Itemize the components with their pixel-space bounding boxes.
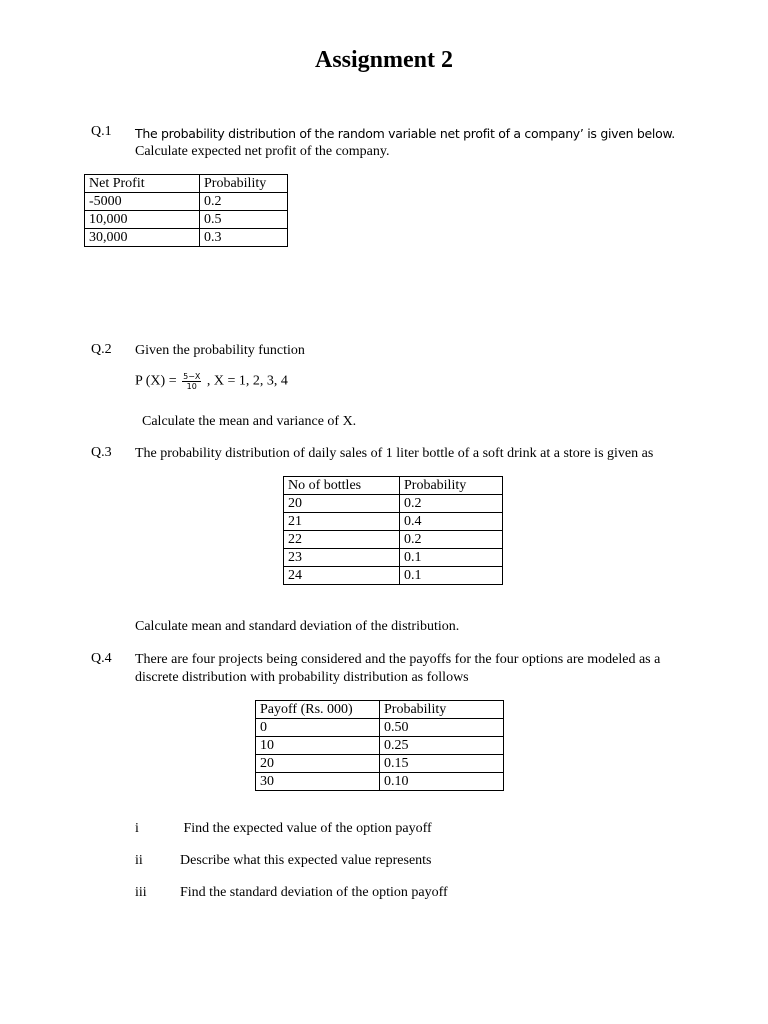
table-cell: 0.4 — [400, 513, 503, 531]
table-cell: 0.2 — [400, 531, 503, 549]
q4-text-line1: There are four projects being considered and the payoffs for the four options are modeled as a — [135, 652, 661, 667]
assignment-title: Assignment 2 — [314, 47, 453, 73]
table-header-cell: Probability — [400, 477, 503, 495]
table-cell: 20 — [256, 755, 380, 773]
q1-number: Q.1 — [91, 124, 112, 139]
table-cell: 0.10 — [380, 773, 504, 791]
q1-text-line2: Calculate expected net profit of the company. — [135, 144, 390, 159]
q4-sub-text: Find the expected value of the option payoff — [180, 821, 432, 836]
table-cell: 0.3 — [200, 229, 288, 247]
q1-table — [84, 174, 288, 247]
q1-text-line1: The probability distribution of the random variable net profit of a company’ is given below. — [135, 126, 675, 141]
formula-lhs: P (X) = — [135, 373, 177, 389]
table-row — [256, 719, 504, 737]
table-row — [284, 549, 503, 567]
formula-denominator: 10 — [186, 382, 197, 391]
table-row — [284, 513, 503, 531]
table-cell: 0.1 — [400, 567, 503, 585]
q4-table — [255, 700, 504, 791]
table-cell: 22 — [284, 531, 400, 549]
table-row — [256, 773, 504, 791]
table-row — [284, 495, 503, 513]
q4-sub-label: ii — [135, 853, 143, 868]
table-cell: 0.5 — [200, 211, 288, 229]
table-cell: 20 — [284, 495, 400, 513]
table-cell: 30 — [256, 773, 380, 791]
table-cell: 0.50 — [380, 719, 504, 737]
table-cell: 10 — [256, 737, 380, 755]
q4-sub-text: Describe what this expected value represents — [180, 853, 432, 868]
q4-text-line2: discrete distribution with probability distribution as follows — [135, 670, 469, 685]
q2-number: Q.2 — [91, 342, 112, 357]
table-cell: 30,000 — [85, 229, 200, 247]
table-header-row — [85, 175, 288, 193]
q4-sub-text: Find the standard deviation of the option payoff — [180, 885, 448, 900]
table-cell: 0.2 — [200, 193, 288, 211]
table-row — [284, 531, 503, 549]
table-header-cell: Net Profit — [85, 175, 200, 193]
q4-sub-label: iii — [135, 885, 147, 900]
q3-text-line2: Calculate mean and standard deviation of the distribution. — [135, 619, 460, 634]
q3-number: Q.3 — [91, 445, 112, 460]
table-row — [85, 193, 288, 211]
table-header-cell: No of bottles — [284, 477, 400, 495]
table-cell: 0.25 — [380, 737, 504, 755]
table-header-cell: Probability — [200, 175, 288, 193]
q4-number: Q.4 — [91, 651, 112, 666]
table-header-row — [284, 477, 503, 495]
table-row — [256, 737, 504, 755]
table-cell: 0.1 — [400, 549, 503, 567]
q3-table — [283, 476, 503, 585]
table-cell: 10,000 — [85, 211, 200, 229]
table-cell: 21 — [284, 513, 400, 531]
table-row — [85, 211, 288, 229]
table-cell: 0 — [256, 719, 380, 737]
table-cell: -5000 — [85, 193, 200, 211]
q2-text-line3: Calculate the mean and variance of X. — [142, 414, 357, 429]
table-cell: 23 — [284, 549, 400, 567]
table-row — [256, 755, 504, 773]
table-cell: 0.2 — [400, 495, 503, 513]
table-cell: 24 — [284, 567, 400, 585]
formula-rhs: , X = 1, 2, 3, 4 — [206, 373, 288, 389]
formula-fraction — [182, 372, 201, 391]
q4-sub-label: i — [135, 821, 139, 836]
table-cell: 0.15 — [380, 755, 504, 773]
table-row — [85, 229, 288, 247]
table-header-cell: Probability — [380, 701, 504, 719]
table-header-row — [256, 701, 504, 719]
q3-text-line1: The probability distribution of daily sales of 1 liter bottle of a soft drink at a store is given as — [135, 446, 654, 461]
table-row — [284, 567, 503, 585]
formula-numerator: 5−X — [183, 372, 201, 381]
q2-text-line1: Given the probability function — [135, 343, 305, 358]
q2-formula — [135, 372, 288, 391]
table-header-cell: Payoff (Rs. 000) — [256, 701, 380, 719]
